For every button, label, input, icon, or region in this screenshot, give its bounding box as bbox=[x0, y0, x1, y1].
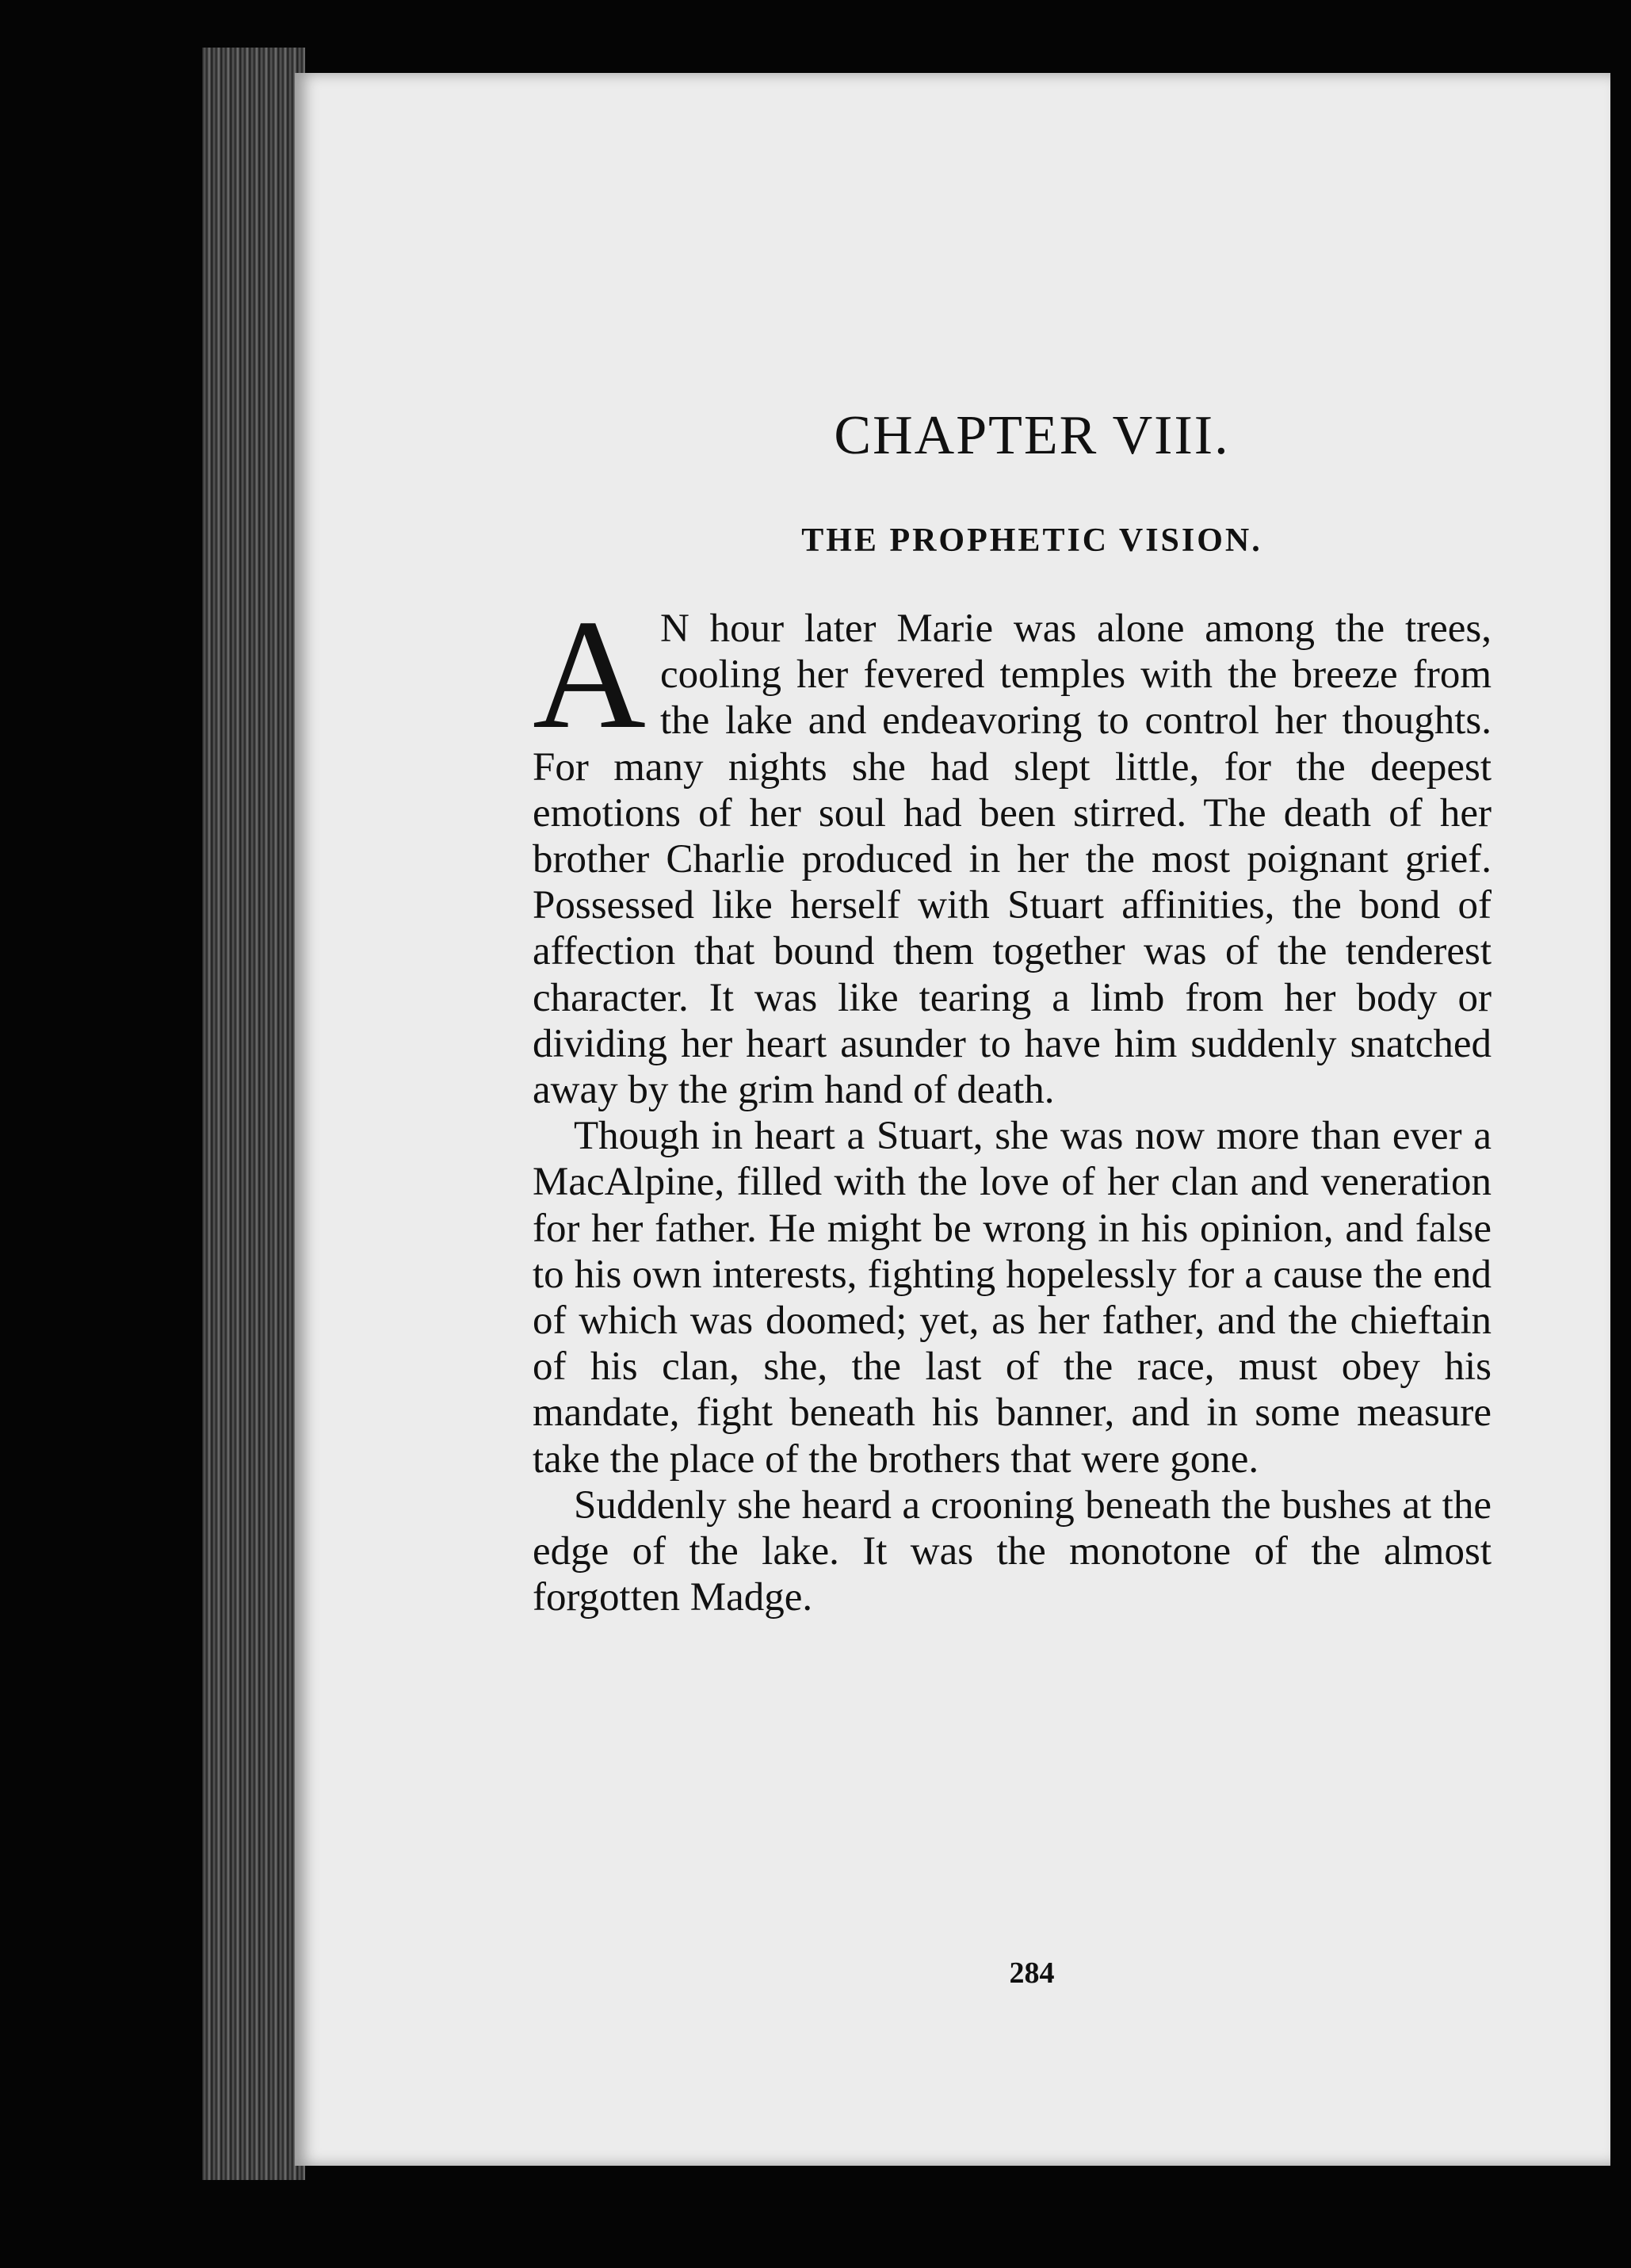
chapter-subtitle: THE PROPHETIC VISION. bbox=[801, 522, 1262, 559]
body-text bbox=[533, 587, 1492, 1620]
page-number: 284 bbox=[1009, 1956, 1055, 1990]
paragraph-1 bbox=[533, 587, 1492, 1113]
book-page-edges bbox=[202, 48, 305, 2180]
chapter-title: CHAPTER VIII. bbox=[834, 405, 1230, 466]
paragraph-2: Though in heart a Stuart, she was now more than ever a MacAlpine, filled with the love of her clan and veneration for her father. He might be wrong in his opinion, and false to his own interests, fighting hopelessly for a cause the end of which was doomed; yet, as her father, and the chieftain of his clan, she, the last of the race, must obey his mandate, fight beneath his banner, and in some measure take the place of the brothers that were gone. bbox=[533, 1114, 1492, 1482]
drop-cap: A bbox=[533, 587, 646, 761]
page-sheet bbox=[295, 73, 1610, 2166]
paragraph-3: Suddenly she heard a crooning beneath the bushes at the edge of the lake. It was the monotone of the almost forgotten Madge. bbox=[533, 1482, 1492, 1620]
paragraph-1-text: N hour later Marie was alone among the trees, cooling her fevered temples with the breeze from the lake and endeavoring to control her thoughts. For many nights she had slept little, for the deepest emotions of her soul had been stirred. The death of her brother Charlie produced in her the most poignant grief. Possessed like herself with Stuart affinities, the bond of affection that bound them together was of the tenderest character. It was like tearing a limb from her body or dividing her heart asunder to have him suddenly snatched away by the grim hand of death. bbox=[533, 606, 1492, 1113]
